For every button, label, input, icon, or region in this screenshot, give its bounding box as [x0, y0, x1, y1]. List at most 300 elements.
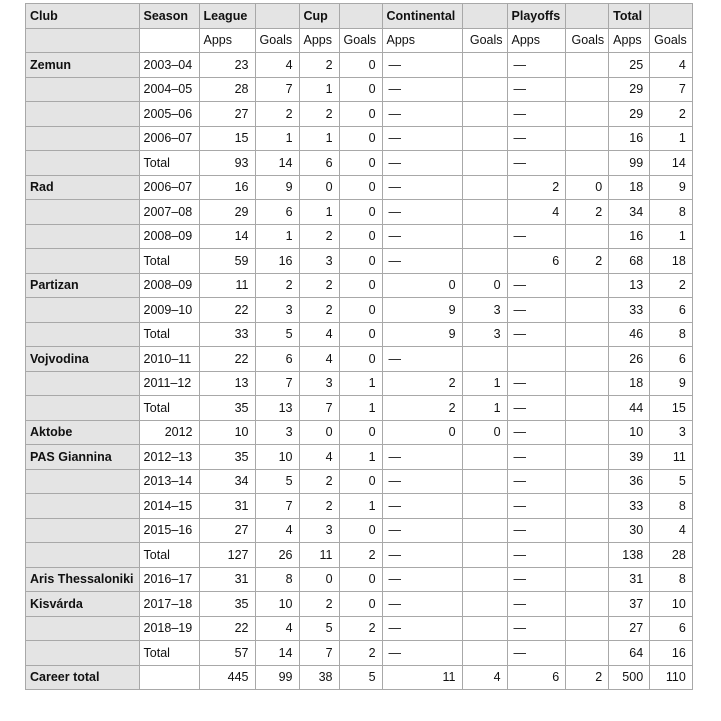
league-goals-cell: 5	[255, 469, 299, 494]
playoffs-header: Playoffs	[507, 4, 566, 29]
club-cell: Kisvárda	[26, 592, 140, 617]
cup-goals-cell: 0	[339, 322, 382, 347]
total-apps-cell: 13	[609, 273, 650, 298]
club-cell	[26, 641, 140, 666]
playoffs-apps-cell: —	[507, 322, 566, 347]
league-apps-cell: 22	[199, 347, 255, 372]
cup-apps-cell: 2	[299, 273, 339, 298]
career-statistics-table	[25, 3, 693, 690]
league-goals-cell: 7	[255, 77, 299, 102]
continental-goals-cell	[462, 224, 507, 249]
season-cell: 2009–10	[139, 298, 199, 323]
playoffs-apps-cell: —	[507, 543, 566, 568]
continental-goals-cell	[462, 151, 507, 176]
season-cell: Total	[139, 249, 199, 274]
league-goals-cell: 3	[255, 298, 299, 323]
table-row	[26, 224, 693, 249]
continental-apps-cell: —	[382, 567, 462, 592]
club-cell	[26, 200, 140, 225]
playoffs-goals-cell	[566, 567, 609, 592]
league-apps-cell: 16	[199, 175, 255, 200]
cup-apps-cell: 3	[299, 249, 339, 274]
club-subheader-spacer	[26, 28, 140, 53]
league-apps-subheader: Apps	[199, 28, 255, 53]
playoffs-apps-cell: —	[507, 567, 566, 592]
season-cell: Total	[139, 322, 199, 347]
league-goals-cell: 14	[255, 151, 299, 176]
total-goals-cell: 2	[650, 102, 693, 127]
total-apps-cell: 30	[609, 518, 650, 543]
cup-goals-cell: 0	[339, 273, 382, 298]
league-header: League	[199, 4, 255, 29]
total-goals-cell: 8	[650, 200, 693, 225]
playoffs-goals-cell	[566, 273, 609, 298]
playoffs-apps-cell: —	[507, 616, 566, 641]
cup-goals-cell: 1	[339, 396, 382, 421]
continental-goals-cell: 3	[462, 322, 507, 347]
playoffs-apps-subheader: Apps	[507, 28, 566, 53]
league-apps-cell: 31	[199, 567, 255, 592]
playoffs-apps-cell: —	[507, 494, 566, 519]
continental-apps-cell: 0	[382, 273, 462, 298]
total-goals-cell: 4	[650, 518, 693, 543]
playoffs-goals-cell	[566, 543, 609, 568]
club-cell	[26, 543, 140, 568]
league-apps-cell: 14	[199, 224, 255, 249]
total-goals-cell: 6	[650, 298, 693, 323]
continental-header-spacer	[462, 4, 507, 29]
cup-apps-cell: 2	[299, 494, 339, 519]
continental-apps-cell: —	[382, 641, 462, 666]
table-row	[26, 298, 693, 323]
season-subheader-spacer	[139, 28, 199, 53]
continental-goals-cell	[462, 53, 507, 78]
cup-apps-subheader: Apps	[299, 28, 339, 53]
career-playoffs-goals-cell: 2	[566, 665, 609, 690]
total-apps-subheader: Apps	[609, 28, 650, 53]
playoffs-apps-cell: 4	[507, 200, 566, 225]
continental-apps-cell: —	[382, 249, 462, 274]
total-apps-cell: 29	[609, 102, 650, 127]
league-goals-cell: 1	[255, 126, 299, 151]
league-goals-cell: 6	[255, 347, 299, 372]
season-cell: 2010–11	[139, 347, 199, 372]
cup-apps-cell: 2	[299, 102, 339, 127]
total-header: Total	[609, 4, 650, 29]
club-cell	[26, 102, 140, 127]
cup-apps-cell: 4	[299, 445, 339, 470]
career-cup-goals-cell: 5	[339, 665, 382, 690]
cup-apps-cell: 0	[299, 567, 339, 592]
career-league-goals-cell: 99	[255, 665, 299, 690]
club-cell	[26, 371, 140, 396]
total-apps-cell: 68	[609, 249, 650, 274]
table-row	[26, 420, 693, 445]
league-apps-cell: 35	[199, 396, 255, 421]
continental-goals-cell	[462, 543, 507, 568]
season-cell: 2006–07	[139, 175, 199, 200]
playoffs-goals-subheader: Goals	[566, 28, 609, 53]
league-apps-cell: 28	[199, 77, 255, 102]
club-cell	[26, 298, 140, 323]
total-goals-cell: 1	[650, 126, 693, 151]
total-apps-cell: 31	[609, 567, 650, 592]
playoffs-goals-cell	[566, 396, 609, 421]
league-goals-cell: 2	[255, 102, 299, 127]
total-goals-cell: 6	[650, 616, 693, 641]
cup-goals-cell: 0	[339, 53, 382, 78]
cup-goals-cell: 1	[339, 494, 382, 519]
cup-apps-cell: 3	[299, 371, 339, 396]
club-cell	[26, 151, 140, 176]
cup-apps-cell: 1	[299, 77, 339, 102]
table-row	[26, 592, 693, 617]
continental-goals-cell: 3	[462, 298, 507, 323]
club-cell	[26, 249, 140, 274]
continental-goals-cell	[462, 592, 507, 617]
continental-apps-cell: —	[382, 102, 462, 127]
playoffs-apps-cell: —	[507, 53, 566, 78]
career-total-label: Career total	[26, 665, 140, 690]
season-cell: 2017–18	[139, 592, 199, 617]
table-row	[26, 543, 693, 568]
league-goals-subheader: Goals	[255, 28, 299, 53]
club-cell	[26, 224, 140, 249]
total-apps-cell: 138	[609, 543, 650, 568]
total-goals-cell: 28	[650, 543, 693, 568]
continental-goals-cell	[462, 616, 507, 641]
cup-goals-cell: 0	[339, 151, 382, 176]
club-header: Club	[26, 4, 140, 29]
continental-goals-cell	[462, 175, 507, 200]
total-goals-cell: 14	[650, 151, 693, 176]
club-cell: Vojvodina	[26, 347, 140, 372]
total-goals-cell: 5	[650, 469, 693, 494]
cup-goals-cell: 2	[339, 543, 382, 568]
league-apps-cell: 57	[199, 641, 255, 666]
playoffs-apps-cell: —	[507, 273, 566, 298]
playoffs-goals-cell	[566, 224, 609, 249]
cup-apps-cell: 11	[299, 543, 339, 568]
playoffs-apps-cell: 6	[507, 249, 566, 274]
career-total-goals-cell: 110	[650, 665, 693, 690]
playoffs-goals-cell	[566, 420, 609, 445]
club-cell	[26, 126, 140, 151]
table-row	[26, 396, 693, 421]
continental-apps-cell: 9	[382, 298, 462, 323]
club-cell	[26, 494, 140, 519]
cup-goals-cell: 2	[339, 616, 382, 641]
cup-goals-cell: 1	[339, 445, 382, 470]
continental-goals-cell	[462, 200, 507, 225]
playoffs-goals-cell	[566, 641, 609, 666]
cup-apps-cell: 1	[299, 200, 339, 225]
total-apps-cell: 33	[609, 298, 650, 323]
table-row	[26, 371, 693, 396]
cup-apps-cell: 6	[299, 151, 339, 176]
total-goals-cell: 10	[650, 592, 693, 617]
league-apps-cell: 22	[199, 616, 255, 641]
continental-apps-cell: 2	[382, 371, 462, 396]
league-header-spacer	[255, 4, 299, 29]
playoffs-goals-cell	[566, 347, 609, 372]
league-apps-cell: 27	[199, 102, 255, 127]
league-goals-cell: 7	[255, 494, 299, 519]
club-cell	[26, 469, 140, 494]
playoffs-apps-cell: —	[507, 151, 566, 176]
cup-goals-cell: 0	[339, 224, 382, 249]
continental-goals-subheader: Goals	[462, 28, 507, 53]
club-cell	[26, 77, 140, 102]
total-goals-cell: 6	[650, 347, 693, 372]
season-cell: Total	[139, 543, 199, 568]
total-goals-cell: 16	[650, 641, 693, 666]
continental-goals-cell	[462, 126, 507, 151]
continental-goals-cell	[462, 102, 507, 127]
playoffs-goals-cell	[566, 469, 609, 494]
playoffs-goals-cell: 2	[566, 200, 609, 225]
table-row	[26, 322, 693, 347]
cup-goals-cell: 0	[339, 518, 382, 543]
cup-goals-cell: 0	[339, 347, 382, 372]
cup-apps-cell: 4	[299, 322, 339, 347]
career-continental-apps-cell: 11	[382, 665, 462, 690]
total-apps-cell: 10	[609, 420, 650, 445]
table-row	[26, 273, 693, 298]
continental-apps-cell: —	[382, 445, 462, 470]
total-apps-cell: 36	[609, 469, 650, 494]
playoffs-goals-cell	[566, 77, 609, 102]
season-cell: 2003–04	[139, 53, 199, 78]
table-row	[26, 494, 693, 519]
league-goals-cell: 7	[255, 371, 299, 396]
playoffs-apps-cell	[507, 347, 566, 372]
playoffs-goals-cell	[566, 616, 609, 641]
league-goals-cell: 4	[255, 616, 299, 641]
total-apps-cell: 64	[609, 641, 650, 666]
cup-goals-cell: 0	[339, 175, 382, 200]
cup-apps-cell: 2	[299, 469, 339, 494]
cup-goals-cell: 0	[339, 420, 382, 445]
cup-goals-cell: 2	[339, 641, 382, 666]
season-cell: 2015–16	[139, 518, 199, 543]
table-row	[26, 641, 693, 666]
league-goals-cell: 9	[255, 175, 299, 200]
playoffs-goals-cell: 0	[566, 175, 609, 200]
continental-goals-cell: 0	[462, 420, 507, 445]
playoffs-apps-cell: —	[507, 371, 566, 396]
playoffs-apps-cell: —	[507, 518, 566, 543]
playoffs-goals-cell	[566, 151, 609, 176]
playoffs-apps-cell: —	[507, 420, 566, 445]
cup-goals-cell: 0	[339, 77, 382, 102]
cup-apps-cell: 2	[299, 592, 339, 617]
season-cell: 2013–14	[139, 469, 199, 494]
league-apps-cell: 22	[199, 298, 255, 323]
total-goals-cell: 15	[650, 396, 693, 421]
continental-apps-cell: 0	[382, 420, 462, 445]
playoffs-goals-cell	[566, 494, 609, 519]
playoffs-goals-cell	[566, 298, 609, 323]
total-apps-cell: 18	[609, 175, 650, 200]
league-apps-cell: 23	[199, 53, 255, 78]
league-goals-cell: 10	[255, 445, 299, 470]
stats-body	[26, 53, 693, 690]
continental-apps-cell: —	[382, 543, 462, 568]
league-apps-cell: 31	[199, 494, 255, 519]
table-row	[26, 102, 693, 127]
league-apps-cell: 34	[199, 469, 255, 494]
season-cell: 2008–09	[139, 273, 199, 298]
playoffs-apps-cell: —	[507, 102, 566, 127]
league-goals-cell: 6	[255, 200, 299, 225]
total-apps-cell: 37	[609, 592, 650, 617]
continental-apps-cell: 9	[382, 322, 462, 347]
total-goals-cell: 3	[650, 420, 693, 445]
club-cell: Aktobe	[26, 420, 140, 445]
continental-goals-cell	[462, 469, 507, 494]
continental-goals-cell	[462, 249, 507, 274]
club-cell	[26, 396, 140, 421]
playoffs-apps-cell: —	[507, 592, 566, 617]
season-cell: 2004–05	[139, 77, 199, 102]
continental-apps-cell: —	[382, 77, 462, 102]
subheader-row	[26, 28, 693, 53]
league-goals-cell: 10	[255, 592, 299, 617]
total-apps-cell: 27	[609, 616, 650, 641]
table-row	[26, 616, 693, 641]
continental-goals-cell	[462, 641, 507, 666]
total-apps-cell: 26	[609, 347, 650, 372]
playoffs-goals-cell	[566, 518, 609, 543]
league-goals-cell: 8	[255, 567, 299, 592]
league-apps-cell: 15	[199, 126, 255, 151]
league-goals-cell: 16	[255, 249, 299, 274]
continental-apps-cell: 2	[382, 396, 462, 421]
playoffs-goals-cell	[566, 371, 609, 396]
total-goals-cell: 7	[650, 77, 693, 102]
table-row	[26, 126, 693, 151]
total-goals-cell: 1	[650, 224, 693, 249]
career-cup-apps-cell: 38	[299, 665, 339, 690]
cup-header: Cup	[299, 4, 339, 29]
league-goals-cell: 4	[255, 518, 299, 543]
league-goals-cell: 2	[255, 273, 299, 298]
league-apps-cell: 35	[199, 445, 255, 470]
continental-goals-cell	[462, 347, 507, 372]
league-apps-cell: 13	[199, 371, 255, 396]
table-row	[26, 469, 693, 494]
league-goals-cell: 13	[255, 396, 299, 421]
table-row	[26, 347, 693, 372]
table-row	[26, 518, 693, 543]
cup-apps-cell: 0	[299, 420, 339, 445]
total-apps-cell: 34	[609, 200, 650, 225]
cup-apps-cell: 0	[299, 175, 339, 200]
season-cell: Total	[139, 151, 199, 176]
career-league-apps-cell: 445	[199, 665, 255, 690]
cup-header-spacer	[339, 4, 382, 29]
league-goals-cell: 14	[255, 641, 299, 666]
playoffs-apps-cell: —	[507, 298, 566, 323]
continental-goals-cell: 0	[462, 273, 507, 298]
league-apps-cell: 29	[199, 200, 255, 225]
league-goals-cell: 5	[255, 322, 299, 347]
table-row	[26, 175, 693, 200]
playoffs-goals-cell	[566, 592, 609, 617]
career-total-row	[26, 665, 693, 690]
cup-apps-cell: 7	[299, 396, 339, 421]
season-cell: 2014–15	[139, 494, 199, 519]
continental-apps-cell: —	[382, 53, 462, 78]
club-cell: Aris Thessaloniki	[26, 567, 140, 592]
playoffs-goals-cell	[566, 102, 609, 127]
continental-apps-cell: —	[382, 224, 462, 249]
club-cell: Rad	[26, 175, 140, 200]
playoffs-goals-cell	[566, 53, 609, 78]
total-goals-cell: 11	[650, 445, 693, 470]
playoffs-apps-cell: —	[507, 445, 566, 470]
continental-apps-cell: —	[382, 151, 462, 176]
total-goals-cell: 2	[650, 273, 693, 298]
playoffs-apps-cell: —	[507, 641, 566, 666]
club-cell	[26, 616, 140, 641]
total-header-spacer	[650, 4, 693, 29]
continental-apps-cell: —	[382, 616, 462, 641]
playoffs-apps-cell: —	[507, 469, 566, 494]
continental-goals-cell	[462, 567, 507, 592]
continental-goals-cell: 1	[462, 396, 507, 421]
cup-apps-cell: 5	[299, 616, 339, 641]
continental-apps-cell: —	[382, 592, 462, 617]
cup-goals-cell: 0	[339, 102, 382, 127]
total-goals-cell: 18	[650, 249, 693, 274]
playoffs-apps-cell: —	[507, 126, 566, 151]
season-header: Season	[139, 4, 199, 29]
playoffs-goals-cell: 2	[566, 249, 609, 274]
playoffs-apps-cell: —	[507, 77, 566, 102]
total-apps-cell: 29	[609, 77, 650, 102]
total-goals-cell: 4	[650, 53, 693, 78]
career-season-spacer	[139, 665, 199, 690]
league-apps-cell: 93	[199, 151, 255, 176]
league-goals-cell: 26	[255, 543, 299, 568]
total-apps-cell: 16	[609, 126, 650, 151]
cup-apps-cell: 1	[299, 126, 339, 151]
season-cell: 2016–17	[139, 567, 199, 592]
league-apps-cell: 35	[199, 592, 255, 617]
playoffs-goals-cell	[566, 322, 609, 347]
cup-goals-cell: 0	[339, 592, 382, 617]
club-cell: PAS Giannina	[26, 445, 140, 470]
cup-apps-cell: 2	[299, 224, 339, 249]
continental-goals-cell	[462, 518, 507, 543]
season-cell: 2005–06	[139, 102, 199, 127]
league-apps-cell: 11	[199, 273, 255, 298]
table-row	[26, 200, 693, 225]
season-cell: 2008–09	[139, 224, 199, 249]
cup-apps-cell: 3	[299, 518, 339, 543]
total-apps-cell: 18	[609, 371, 650, 396]
continental-goals-cell	[462, 77, 507, 102]
playoffs-apps-cell: —	[507, 396, 566, 421]
table-row	[26, 445, 693, 470]
league-goals-cell: 1	[255, 224, 299, 249]
cup-goals-cell: 0	[339, 126, 382, 151]
total-apps-cell: 44	[609, 396, 650, 421]
playoffs-apps-cell: —	[507, 224, 566, 249]
continental-apps-cell: —	[382, 469, 462, 494]
